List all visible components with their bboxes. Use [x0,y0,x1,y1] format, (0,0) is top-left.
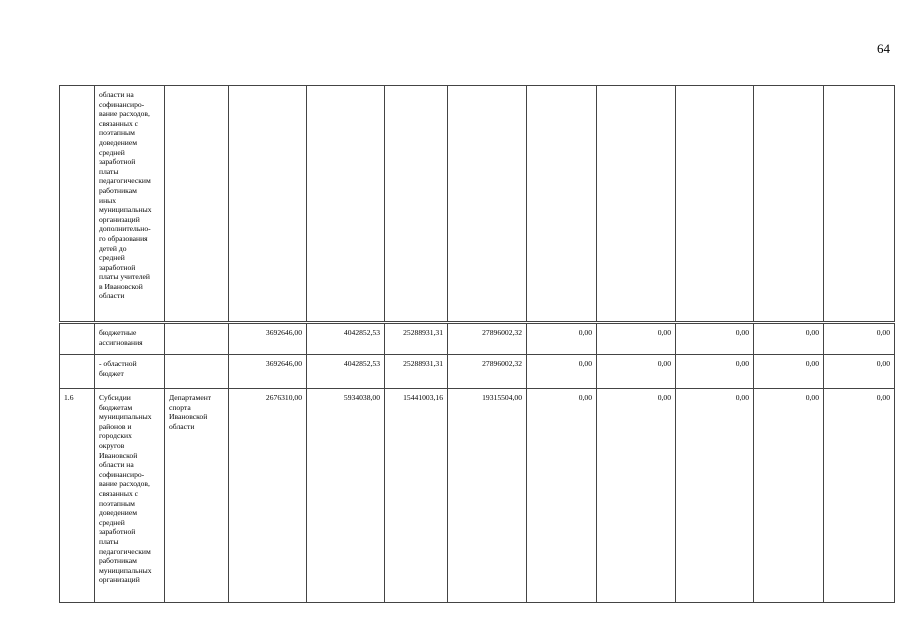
row-number-cell [60,355,95,389]
description-cell: бюджетные ассигнования [95,323,165,355]
value-cell: 4042852,53 [307,323,385,355]
value-cell: 0,00 [754,323,824,355]
executor-cell: Департамент спорта Ивановской области [165,389,229,603]
value-cell [527,86,597,323]
description-cell: Субсидии бюджетам муниципальных районов и городских округов Ивановской области на софинансиро- вание расходов, связанных с поэтапным доведением средней заработной платы педагогическим работникам муниципальных организаций [95,389,165,603]
budget-table [59,85,895,603]
value-cell: 0,00 [676,323,754,355]
value-cell: 15441003,16 [385,389,448,603]
description-cell: - областной бюджет [95,355,165,389]
value-cell: 0,00 [527,355,597,389]
value-cell: 27896002,32 [448,323,527,355]
value-cell [824,86,895,323]
table-row [60,323,895,355]
table-row [60,389,895,603]
value-cell: 2676310,00 [229,389,307,603]
table-row [60,86,895,323]
value-cell: 3692646,00 [229,355,307,389]
value-cell: 0,00 [824,355,895,389]
value-cell: 0,00 [676,389,754,603]
value-cell: 4042852,53 [307,355,385,389]
row-number-cell [60,323,95,355]
value-cell: 0,00 [754,355,824,389]
value-cell: 25288931,31 [385,323,448,355]
value-cell: 19315504,00 [448,389,527,603]
value-cell: 3692646,00 [229,323,307,355]
executor-cell [165,355,229,389]
value-cell: 0,00 [597,389,676,603]
value-cell: 0,00 [676,355,754,389]
value-cell [754,86,824,323]
value-cell [229,86,307,323]
value-cell: 0,00 [597,355,676,389]
value-cell: 0,00 [754,389,824,603]
value-cell [448,86,527,323]
value-cell [385,86,448,323]
value-cell: 0,00 [597,323,676,355]
executor-cell [165,86,229,323]
executor-cell [165,323,229,355]
value-cell [597,86,676,323]
value-cell: 0,00 [824,323,895,355]
description-cell: области на софинансиро- вание расходов, связанных с поэтапным доведением средней заработной платы педагогическим работникам иных муниципальных организаций дополнительно- го образования детей до средней заработной платы учителей в Ивановской области [95,86,165,323]
row-number-cell: 1.6 [60,389,95,603]
value-cell: 25288931,31 [385,355,448,389]
value-cell [307,86,385,323]
table-row [60,355,895,389]
page-number: 64 [877,41,890,56]
value-cell: 0,00 [527,323,597,355]
value-cell: 27896002,32 [448,355,527,389]
value-cell: 0,00 [527,389,597,603]
value-cell: 5934038,00 [307,389,385,603]
row-number-cell [60,86,95,323]
value-cell: 0,00 [824,389,895,603]
value-cell [676,86,754,323]
